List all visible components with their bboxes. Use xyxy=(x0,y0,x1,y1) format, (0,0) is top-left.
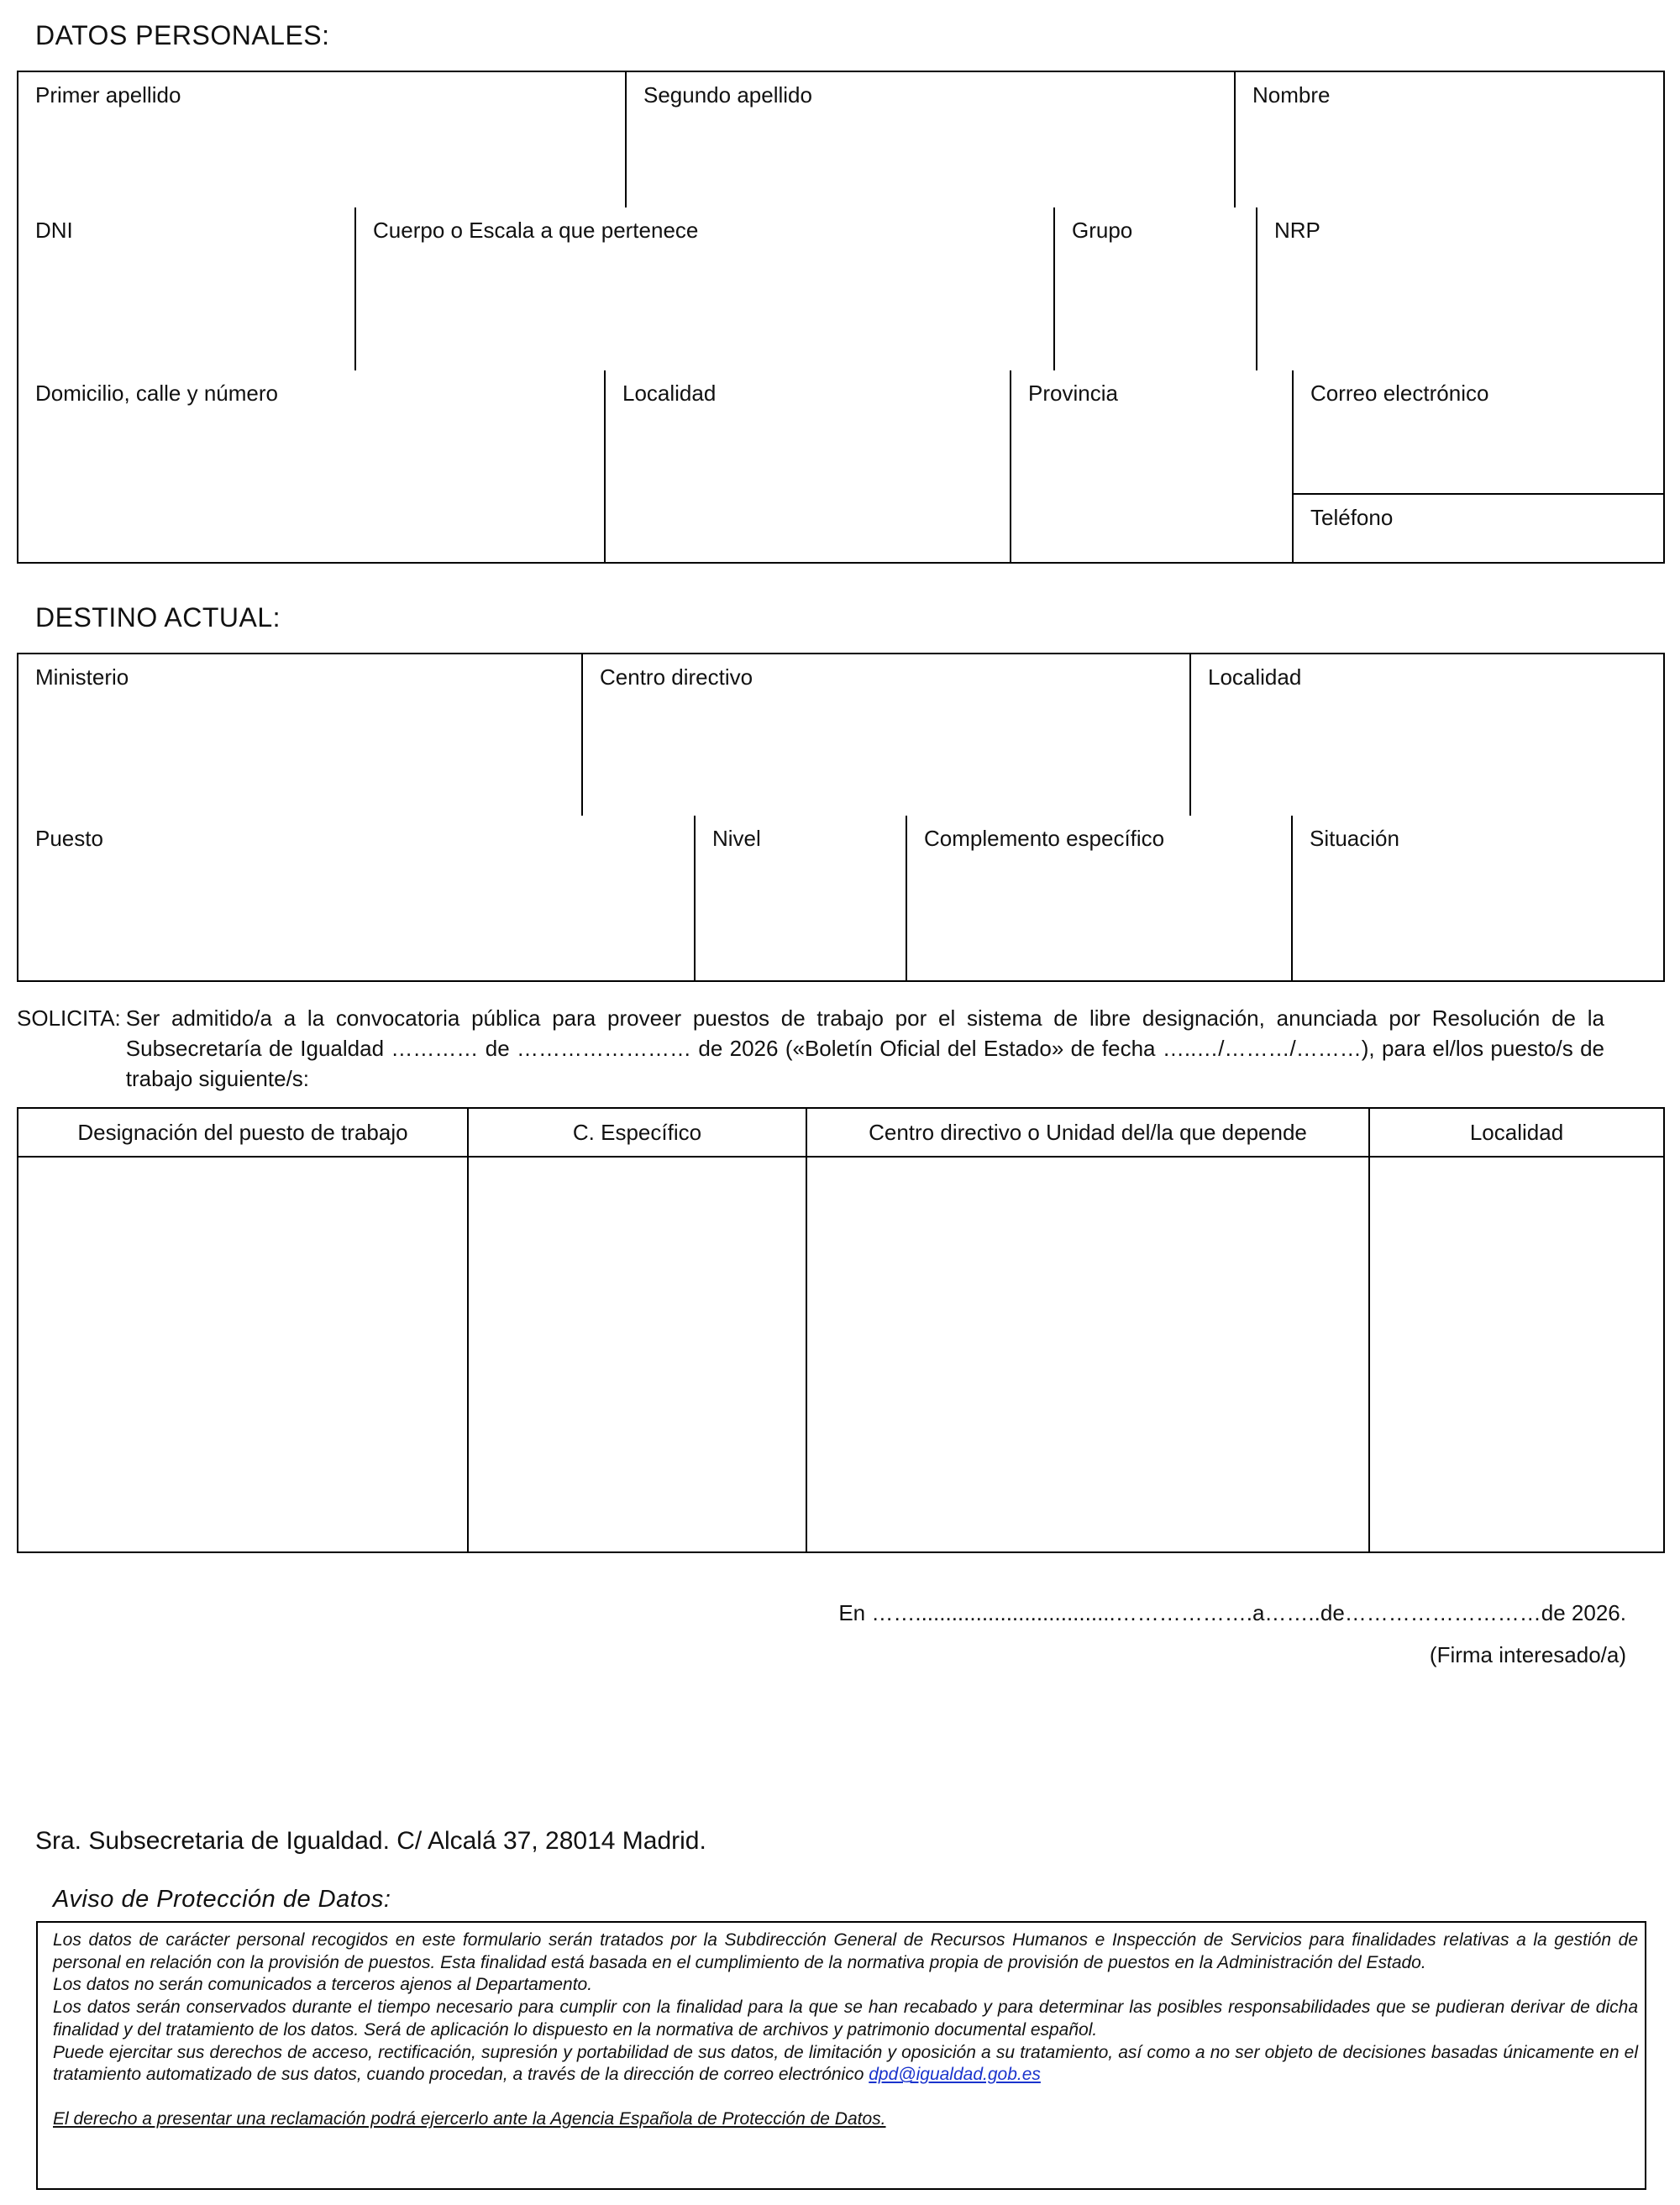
puestos-table xyxy=(17,1107,1665,1553)
situacion-label: Situación xyxy=(1310,826,1399,851)
nrp-field[interactable] xyxy=(1257,207,1663,372)
grupo-label: Grupo xyxy=(1072,218,1133,243)
localidad-personal-field[interactable] xyxy=(606,370,1011,562)
nrp-label: NRP xyxy=(1274,218,1320,243)
puesto-field[interactable] xyxy=(18,816,696,980)
table-header-localidad: Localidad xyxy=(1370,1109,1663,1158)
cuerpo-escala-label: Cuerpo o Escala a que pertenece xyxy=(373,218,699,243)
solicita-label: SOLICITA: xyxy=(17,1005,121,1031)
telefono-field[interactable] xyxy=(1294,495,1663,562)
table-cell-c-especifico[interactable] xyxy=(469,1158,807,1551)
solicita-paragraph xyxy=(17,1003,1604,1094)
table-header-designacion: Designación del puesto de trabajo xyxy=(18,1109,469,1158)
segundo-apellido-label: Segundo apellido xyxy=(643,82,812,108)
solicita-text: Ser admitido/a a la convocatoria pública para proveer puestos de trabajo por el sistema de libre designación, anunciada por Resolución de la Subsecretaría de Igualdad ………… de …………………… de 2026 («Boletín Oficial del Estado» de fecha …..…/………/………), para el/los puesto/s de trabajo siguiente/s: xyxy=(125,1005,1604,1091)
nombre-field[interactable] xyxy=(1236,72,1663,209)
nivel-field[interactable] xyxy=(696,816,907,980)
aviso-paragraph-4-text: Puede ejercitar sus derechos de acceso, rectificación, supresión y portabilidad de sus datos, de limitación y oposición a su tratamiento, así como a no ser objeto de decisiones basadas únicamente en el tratamiento automatizado de sus datos, cuando procedan, a través de la dirección de correo electrónico xyxy=(53,2042,1638,2085)
segundo-apellido-field[interactable] xyxy=(627,72,1236,209)
correo-electronico-field[interactable] xyxy=(1294,370,1663,495)
table-cell-centro-directivo[interactable] xyxy=(807,1158,1370,1551)
aviso-paragraph-1: Los datos de carácter personal recogidos en este formulario serán tratados por la Subdirección General de Recursos Humanos e Inspección de Servicios para finalidades relativas a la gestión de personal en relación con la provisión de puestos. Esta finalidad está basada en el cumplimiento de la normativa propia de provisión de puestos en la Administración del Estado. xyxy=(53,1930,1638,1972)
ministerio-field[interactable] xyxy=(18,654,583,817)
grupo-field[interactable] xyxy=(1055,207,1257,372)
datos-personales-row1 xyxy=(17,71,1665,209)
cuerpo-escala-field[interactable] xyxy=(356,207,1055,372)
destino-actual-heading: DESTINO ACTUAL: xyxy=(35,602,281,633)
dpd-email-link[interactable]: dpd@igualdad.gob.es xyxy=(869,2065,1041,2085)
datos-personales-heading: DATOS PERSONALES: xyxy=(35,20,330,50)
complemento-especifico-label: Complemento específico xyxy=(924,826,1165,851)
dni-label: DNI xyxy=(35,218,73,243)
aviso-paragraph-2: Los datos no serán comunicados a terceros ajenos al Departamento. xyxy=(53,1975,593,1995)
nivel-label: Nivel xyxy=(712,826,761,851)
correo-electronico-label: Correo electrónico xyxy=(1310,381,1489,406)
datos-personales-row2 xyxy=(17,207,1665,372)
nombre-label: Nombre xyxy=(1252,82,1331,108)
aviso-paragraph-4 xyxy=(53,2042,1638,2087)
datos-personales-row3 xyxy=(17,370,1665,564)
ministerio-label: Ministerio xyxy=(35,664,129,690)
provincia-label: Provincia xyxy=(1028,381,1118,406)
table-cell-designacion[interactable] xyxy=(18,1158,469,1551)
puesto-label: Puesto xyxy=(35,826,103,851)
primer-apellido-field[interactable] xyxy=(18,72,627,209)
aviso-title: Aviso de Protección de Datos: xyxy=(53,1886,391,1913)
lugar-fecha-line: En …….................................……………….a……..de………………………de 2026. xyxy=(838,1600,1626,1625)
destino-actual-row1 xyxy=(17,653,1665,817)
aviso-reclamacion-text: El derecho a presentar una reclamación podrá ejercerlo ante la Agencia Española de Protección de Datos. xyxy=(53,2108,886,2129)
complemento-especifico-field[interactable] xyxy=(907,816,1293,980)
centro-directivo-label: Centro directivo xyxy=(600,664,753,690)
table-cell-localidad[interactable] xyxy=(1370,1158,1663,1551)
localidad-destino-field[interactable] xyxy=(1191,654,1663,817)
localidad-destino-label: Localidad xyxy=(1208,664,1302,690)
aviso-paragraph-3: Los datos serán conservados durante el tiempo necesario para cumplir con la finalidad para la que se han recabado y para determinar las posibles responsabilidades que se pudieran derivar de dicha finalidad y del tratamiento de los datos. Será de aplicación lo dispuesto en la normativa de archivos y patrimonio documental español. xyxy=(53,1998,1638,2040)
table-header-c-especifico: C. Específico xyxy=(469,1109,807,1158)
domicilio-field[interactable] xyxy=(18,370,606,562)
situacion-field[interactable] xyxy=(1293,816,1663,980)
primer-apellido-label: Primer apellido xyxy=(35,82,181,108)
firma-label: (Firma interesado/a) xyxy=(1429,1642,1626,1667)
destinatario-address: Sra. Subsecretaria de Igualdad. C/ Alcalá 37, 28014 Madrid. xyxy=(35,1827,706,1855)
destino-actual-row2 xyxy=(17,816,1665,982)
provincia-field[interactable] xyxy=(1011,370,1294,562)
telefono-label: Teléfono xyxy=(1310,505,1394,530)
centro-directivo-field[interactable] xyxy=(583,654,1191,817)
dni-field[interactable] xyxy=(18,207,356,372)
aviso-proteccion-datos-box xyxy=(36,1921,1646,2190)
domicilio-label: Domicilio, calle y número xyxy=(35,381,278,406)
table-header-centro-directivo: Centro directivo o Unidad del/la que depende xyxy=(807,1109,1370,1158)
localidad-personal-label: Localidad xyxy=(622,381,717,406)
